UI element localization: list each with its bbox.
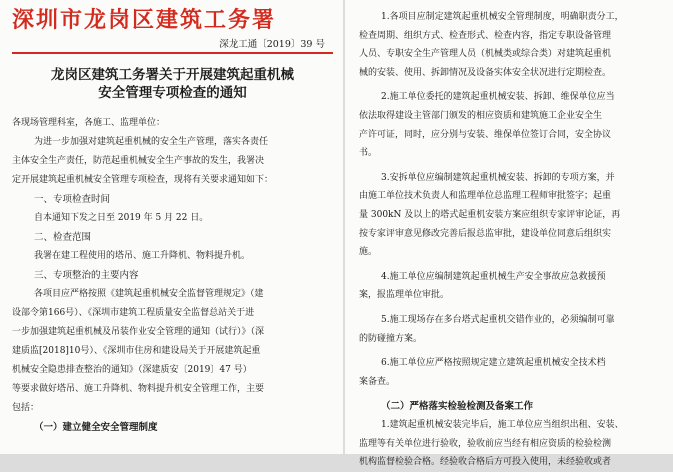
item-line: 由施工单位技术负责人和监理单位总监理工程师审批签字；起重 xyxy=(359,191,612,202)
item-line: 机构监督检验合格。经验收合格后方可投入使用，未经验收或者 xyxy=(359,457,612,468)
item-line: 案备查。 xyxy=(359,376,396,387)
section-text: 自本通知下发之日至 2019 年 5 月 22 日。 xyxy=(34,213,209,223)
left-document-page xyxy=(0,0,343,454)
section-text-line: 建质监[2018]10号）、《深圳市住房和建设局关于开展建筑起重 xyxy=(12,346,261,356)
item-line: 监理等有关单位进行验收，验收前应当经有相应资质的检验检测 xyxy=(359,438,612,449)
section-text-line: 一步加强建筑起重机械及吊装作业安全管理的通知（试行）》（深 xyxy=(12,327,265,337)
subsection-heading: （一）建立健全安全管理制度 xyxy=(34,422,158,433)
item-line: 人员、专职安全生产管理人员（机械类或综合类）对建筑起重机 xyxy=(359,49,612,60)
item-line: 施。 xyxy=(359,247,378,258)
section-heading: 二、检查范围 xyxy=(34,232,92,243)
item-line: 5.施工现场存在多台塔式起重机交错作业的，必须编制可靠 xyxy=(381,314,615,325)
section-text-line: 设部令第166号）、《深圳市建筑工程质量安全监督总站关于进 xyxy=(12,308,255,318)
item-line: 1.建筑起重机械安装完毕后，施工单位应当组织出租、安装、 xyxy=(381,420,624,431)
item-line: 1.各项目应制定建筑起重机械安全管理制度，明确职责分工， xyxy=(381,12,624,22)
subsection-heading: （二）严格落实检验检测及备案工作 xyxy=(381,401,534,413)
item-line: 4.施工单位应编制建筑起重机械生产安全事故应急救援预 xyxy=(381,271,606,282)
item-line: 械的安装、使用、拆卸情况及设备实体安全状况进行定期检查。 xyxy=(359,67,612,78)
section-text-line: 等要求做好塔吊、施工升降机、物料提升机安全管理工作，主要 xyxy=(12,384,265,394)
title-line: 龙岗区建筑工务署关于开展建筑起重机械 xyxy=(51,67,294,83)
title-line: 安全管理专项检查的通知 xyxy=(98,85,247,101)
item-line: 案，报监理单位审批。 xyxy=(359,290,450,301)
item-line: 2.施工单位委托的建筑起重机械安装、拆卸、维保单位应当 xyxy=(381,92,615,103)
section-text-line: 各项目应严格按照《建筑起重机械安全监督管理规定》（建 xyxy=(34,289,264,299)
item-line: 产许可证，同时，应分别与安装、维保单位签订合同，安全协议 xyxy=(359,129,612,140)
item-line: 量 300kN 及以上的塔式起重机安装方案应组织专家评审论证，再 xyxy=(359,209,621,220)
right-document-page xyxy=(345,0,673,468)
section-heading: 三、专项整治的主要内容 xyxy=(34,270,139,281)
intro-line: 主体安全生产责任，防范起重机械安全生产事故的发生，我署决 xyxy=(12,156,265,166)
red-divider-line xyxy=(12,52,333,54)
agency-red-header: 深圳市龙岗区建筑工务署 xyxy=(12,7,277,33)
item-line: 检查周期、组织方式、检查形式、检查内容，指定专职设备管理 xyxy=(359,30,612,41)
item-line: 书。 xyxy=(359,148,378,159)
intro-line: 为进一步加强对建筑起重机械的安全生产管理，落实各责任 xyxy=(34,137,269,147)
document-title xyxy=(12,66,333,102)
section-heading: 一、专项检查时间 xyxy=(34,194,111,205)
item-line: 3.安拆单位应编制建筑起重机械安装、拆卸的专项方案，并 xyxy=(381,172,615,183)
item-line: 的防碰撞方案。 xyxy=(359,333,423,344)
section-text: 我署在建工程使用的塔吊、施工升降机、物料提升机。 xyxy=(34,251,251,261)
item-line: 按专家评审意见修改完善后报总监审批，建设单位同意后组织实 xyxy=(359,228,612,239)
item-line: 依法取得建设主管部门颁发的相应资质和建筑施工企业安全生 xyxy=(359,110,603,121)
document-number: 深龙工通〔2019〕39 号 xyxy=(219,39,325,50)
section-text-line: 包括： xyxy=(12,403,40,413)
intro-line: 定开展建筑起重机械安全管理专项检查，现将有关要求通知如下： xyxy=(12,175,274,185)
addressee: 各现场管理科室，各施工、监理单位： xyxy=(12,118,166,128)
item-line: 6.施工单位应严格按照规定建立建筑起重机械安全技术档 xyxy=(381,358,606,369)
section-text-line: 机械安全隐患排查整治的通知》（深建质安〔2019〕47 号） xyxy=(12,365,252,375)
